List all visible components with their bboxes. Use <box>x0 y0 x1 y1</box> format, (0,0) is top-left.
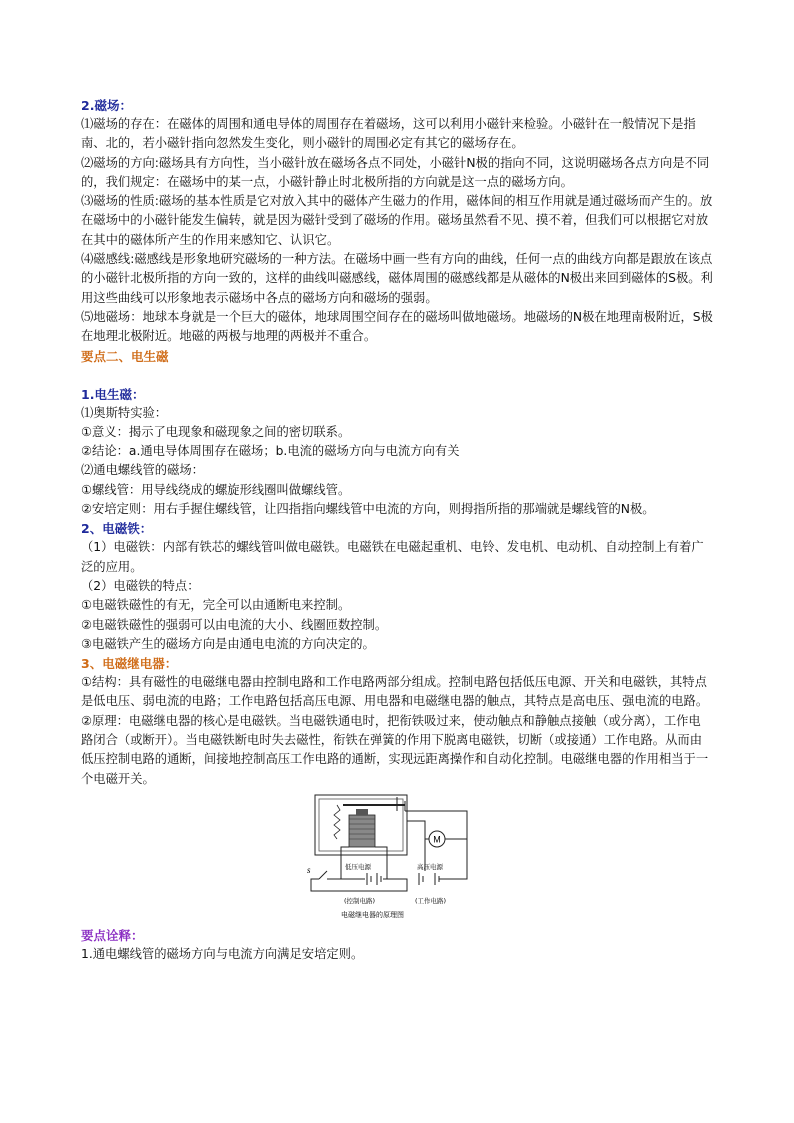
list-item: （2）电磁铁的特点： <box>81 578 200 593</box>
list-item: ⑴奥斯特实验： <box>81 405 168 420</box>
coil-icon <box>349 815 375 847</box>
list-item: ②原理：电磁继电器的核心是电磁铁。当电磁铁通电时，把衔铁吸过来，使动触点和静触点接触（或分离），工作电路闭合（或断开）。当电磁铁断电时失去磁性，衔铁在弹簧的作用下脱离电磁铁，切断（或接通）工作电路。从而由低压控制电路的通断，间接地控制高压工作电路的通断，实现远距离操作和自动化控制。电磁继电器的作用相当于一个电磁开关。 <box>81 713 709 786</box>
paragraph: ⑸地磁场：地球本身就是一个巨大的磁体，地球周围空间存在的磁场叫做地磁场。地磁场的N极在地理南极附近，S极在地理北极附近。地磁的两极与地理的两极并不重合。 <box>81 309 713 344</box>
subsection-title: 1.电生磁： <box>81 386 145 402</box>
high-voltage-label: 高压电源 <box>417 862 443 871</box>
relay-circuit-illustration <box>307 791 487 923</box>
list-item: ①电磁铁磁性的有无，完全可以由通断电来控制。 <box>81 598 351 613</box>
note-title: 要点诠释： <box>81 927 144 943</box>
spring-icon <box>334 805 340 839</box>
list-item: ②电磁铁磁性的强弱可以由电流的大小、线圈匝数控制。 <box>81 617 388 632</box>
work-circuit-label: (工作电路) <box>415 896 447 905</box>
diagram-caption: 电磁继电器的原理图 <box>341 910 404 919</box>
control-circuit-label: (控制电路) <box>344 896 376 905</box>
list-item: ③电磁铁产生的磁场方向是由通电电流的方向决定的。 <box>81 636 375 651</box>
paragraph: ⑶磁场的性质:磁场的基本性质是它对放入其中的磁体产生磁力的作用，磁体间的相互作用就是通过磁场而产生的。放在磁场中的小磁针能发生偏转，就是因为磁针受到了磁场的作用。磁场虽然看不见、摸不着，但我们可以根据它对放在其中的磁体所产生的作用来感知它、认识它。 <box>81 194 713 247</box>
paragraph: ⑷磁感线:磁感线是形象地研究磁场的一种方法。在磁场中画一些有方向的曲线，任何一点的曲线方向都是跟放在该点的小磁针北极所指的方向一致的，这样的曲线叫磁感线，磁体周围的磁感线都是从磁体的N极出来回到磁体的S极。利用这些曲线可以形象地表示磁场中各点的磁场方向和磁场的强弱。 <box>81 252 713 305</box>
section-title-magnetic-field: 2.磁场： <box>81 98 132 113</box>
list-item: （1）电磁铁：内部有铁芯的螺线管叫做电磁铁。电磁铁在电磁起重机、电铃、发电机、电动机、自动控制上有着广泛的应用。 <box>81 540 704 574</box>
list-item: ②安培定则：用右手握住螺线管，让四指指向螺线管中电流的方向，则拇指所指的那端就是螺线管的N极。 <box>81 502 655 517</box>
switch-label: s <box>307 864 311 875</box>
paragraph: ⑴磁场的存在：在磁体的周围和通电导体的周围存在着磁场，这可以利用小磁针来检验。小磁针在一般情况下是指南、北的，若小磁针指向忽然发生变化，则小磁针的周围必定有其它的磁场存在。 <box>81 117 696 151</box>
list-item: 1.通电螺线管的磁场方向与电流方向满足安培定则。 <box>81 946 364 961</box>
list-item: ①意义：揭示了电现象和磁现象之间的密切联系。 <box>81 424 351 439</box>
low-voltage-label: 低压电源 <box>345 862 371 871</box>
motor-label: M <box>433 834 441 845</box>
document-page <box>81 96 713 964</box>
switch-icon <box>319 871 327 879</box>
subsection-title: 2、电磁铁： <box>81 521 153 537</box>
list-item: ①螺线管：用导线绕成的螺旋形线圈叫做螺线管。 <box>81 482 351 497</box>
subsection-title: 3、电磁继电器： <box>81 656 178 672</box>
list-item: ②结论：a.通电导体周围存在磁场；b.电流的磁场方向与电流方向有关 <box>81 444 460 459</box>
paragraph: ⑵磁场的方向:磁场具有方向性，当小磁针放在磁场各点不同处，小磁针N极的指向不同，这说明磁场各点方向是不同的，我们规定：在磁场中的某一点，小磁针静止时北极所指的方向就是这一点的磁场方向。 <box>81 155 710 189</box>
key-point-title: 要点二、电生磁 <box>81 348 169 364</box>
list-item: ⑵通电螺线管的磁场： <box>81 463 204 478</box>
list-item: ①结构：具有磁性的电磁继电器由控制电路和工作电路两部分组成。控制电路包括低压电源、开关和电磁铁，其特点是低电压、弱电流的电路；工作电路包括高压电源、用电器和电磁继电器的触点，其特点是高电压、强电流的电路。 <box>81 675 709 709</box>
relay-diagram <box>307 791 487 923</box>
